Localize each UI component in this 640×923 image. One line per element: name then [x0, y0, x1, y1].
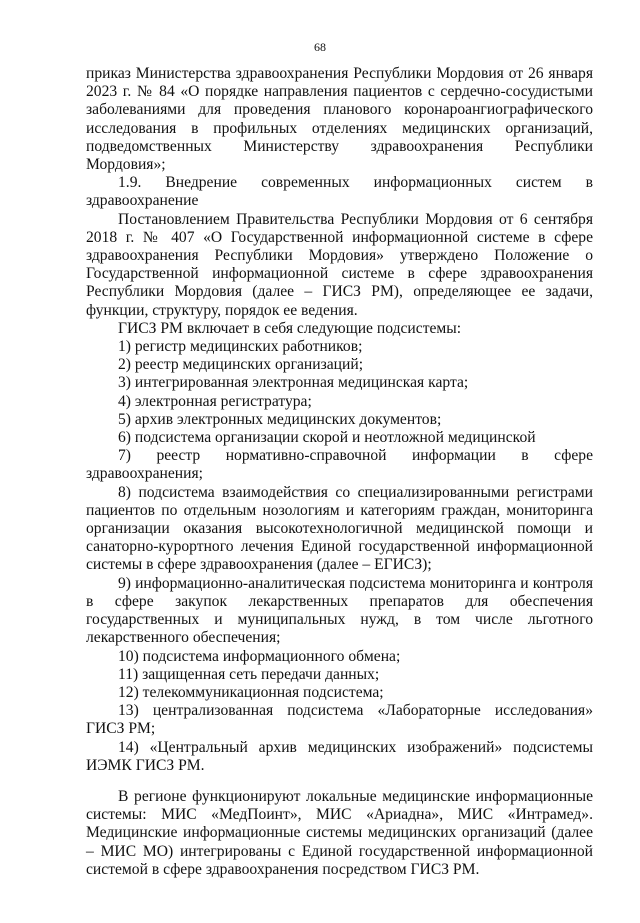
paragraph-regional-mis: В регионе функционируют локальные медицинские информационные системы: МИС «МедПоинт», МИС «Ариадна», МИС «Интрамед». Медицинские информационные системы медицинских организаций (далее – МИС МО) интегрированы с Единой государственной информационной системой в сфере здравоохранения посредством ГИСЗ РМ. [86, 787, 593, 878]
list-item-7: 7) реестр нормативно-справочной информации в сфере здравоохранения; [86, 447, 593, 483]
list-item-12: 12) телекоммуникационная подсистема; [118, 683, 384, 701]
list-item-6: 6) подсистема организации скорой и неотложной медицинской [118, 429, 536, 447]
paragraph-subsystems-intro: ГИСЗ РМ включает в себя следующие подсистемы: [118, 319, 462, 337]
list-item-13: 13) централизованная подсистема «Лабораторные исследования» ГИСЗ РМ; [86, 702, 593, 738]
list-item-8: 8) подсистема взаимодействия со специализированными регистрами пациентов по отдельным нозологиям и категориям граждан, мониторинга организации оказания высокотехнологичной медицинской помощи и санаторно-курортного лечения Единой государственной информационной системы в сфере здравоохранения (далее – ЕГИСЗ); [86, 483, 593, 574]
list-item-3: 3) интегрированная электронная медицинская карта; [118, 374, 469, 392]
list-item-4: 4) электронная регистратура; [118, 392, 312, 410]
paragraph-order-reference: приказ Министерства здравоохранения Республики Мордовия от 26 января 2023 г. № 84 «О порядке направления пациентов с сердечно-сосудистыми заболеваниями для проведения планового коронароангиографического исследования в профильных отделениях медицинских организаций, подведомственных Министерству здравоохранения Республики Мордовия»; [86, 65, 593, 174]
paragraph-resolution: Постановлением Правительства Республики Мордовия от 6 сентября 2018 г. № 407 «О Государственной информационной системе в сфере здравоохранения Республики Мордовия» утверждено Положение о Государственной информационной системе в сфере здравоохранения Республики Мордовия (далее – ГИСЗ РМ), определяющее ее задачи, функции, структуру, порядок ее ведения. [86, 210, 593, 319]
list-item-9: 9) информационно-аналитическая подсистема мониторинга и контроля в сфере закупок лекарственных препаратов для обеспечения государственных и муниципальных нужд, в том числе льготного лекарственного обеспечения; [86, 574, 593, 647]
section-heading-1-9: 1.9. Внедрение современных информационных систем в здравоохранение [86, 174, 593, 210]
list-item-5: 5) архив электронных медицинских документов; [118, 410, 442, 428]
list-item-2: 2) реестр медицинских организаций; [118, 356, 364, 374]
list-item-1: 1) регистр медицинских работников; [118, 338, 363, 356]
document-body [86, 65, 593, 879]
list-item-14: 14) «Центральный архив медицинских изображений» подсистемы ИЭМК ГИСЗ РМ. [86, 738, 593, 774]
list-item-10: 10) подсистема информационного обмена; [118, 647, 401, 665]
list-item-11: 11) защищенная сеть передачи данных; [118, 665, 380, 683]
page-number: 68 [314, 40, 326, 54]
